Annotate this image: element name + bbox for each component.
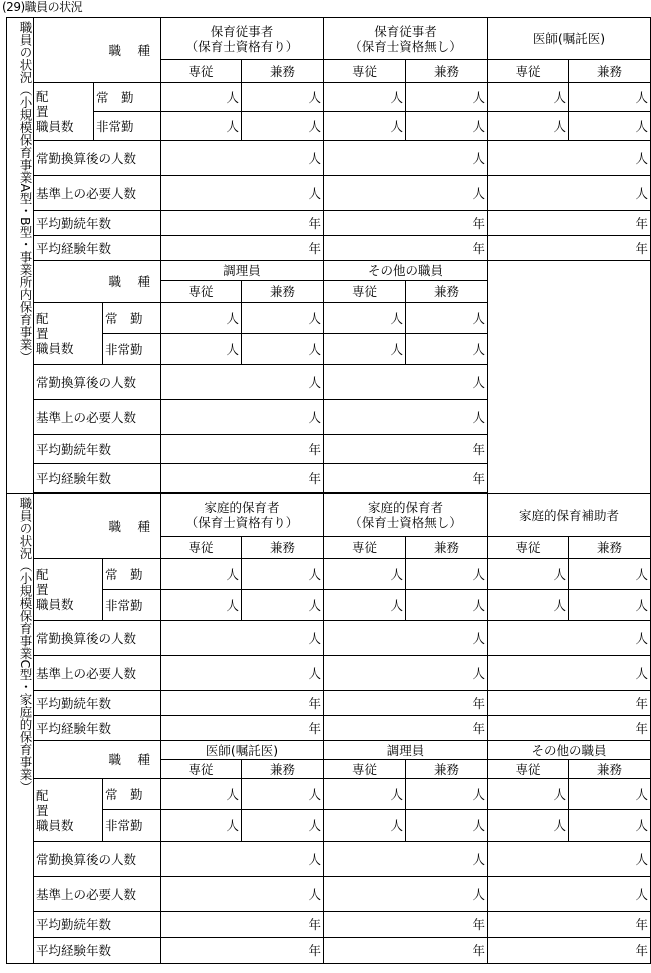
count-cell[interactable]: 人 (161, 621, 324, 656)
kenmu-header: 兼務 (406, 537, 488, 559)
count-cell[interactable]: 人 (242, 779, 324, 810)
count-cell[interactable]: 人 (161, 141, 324, 176)
senju-header: 専従 (161, 760, 242, 779)
count-cell[interactable]: 人 (161, 779, 242, 810)
count-cell[interactable]: 人 (161, 590, 242, 621)
kenmu-header: 兼務 (242, 281, 324, 303)
senju-header: 専従 (488, 537, 569, 559)
jokin-label: 常 勤 (103, 303, 161, 334)
years-cell[interactable]: 年 (161, 691, 324, 716)
years-cell[interactable]: 年 (324, 716, 488, 741)
count-cell[interactable]: 人 (488, 621, 651, 656)
count-cell[interactable]: 人 (488, 559, 569, 590)
jokin-label: 常 勤 (103, 559, 161, 590)
shokushu-label: 職 種 (34, 741, 161, 779)
header-cell: 家庭的保育者 （保育士資格有り） (161, 494, 324, 537)
count-cell[interactable]: 人 (161, 656, 324, 691)
count-cell[interactable]: 人 (324, 590, 406, 621)
kenmu-header: 兼務 (406, 60, 488, 83)
hijokin-label: 非常勤 (103, 810, 161, 842)
hijokin-label: 非常勤 (94, 112, 161, 141)
years-cell[interactable]: 年 (324, 236, 488, 261)
senju-header: 専従 (488, 760, 569, 779)
kanzan-label: 常勤換算後の人数 (34, 842, 161, 877)
count-cell[interactable]: 人 (569, 83, 651, 112)
count-cell[interactable]: 人 (324, 559, 406, 590)
count-cell[interactable]: 人 (324, 810, 406, 842)
header-cell: 医師(嘱託医) (161, 741, 324, 760)
header-cell: 調理員 (324, 741, 488, 760)
count-cell[interactable]: 人 (324, 842, 488, 877)
count-cell[interactable]: 人 (569, 810, 651, 842)
count-cell[interactable]: 人 (161, 176, 324, 211)
count-cell[interactable]: 人 (242, 590, 324, 621)
count-cell[interactable]: 人 (488, 810, 569, 842)
count-cell[interactable]: 人 (324, 83, 406, 112)
hijokin-label: 非常勤 (103, 590, 161, 621)
jokin-label: 常 勤 (103, 779, 161, 810)
senju-header: 専従 (324, 60, 406, 83)
kinzoku-label: 平均勤続年数 (34, 435, 161, 464)
count-cell[interactable]: 人 (406, 590, 488, 621)
years-cell[interactable]: 年 (488, 716, 651, 741)
years-cell[interactable]: 年 (488, 912, 651, 938)
kenmu-header: 兼務 (406, 281, 488, 303)
count-cell[interactable]: 人 (161, 877, 324, 912)
kinzoku-label: 平均勤続年数 (34, 211, 161, 236)
count-cell[interactable]: 人 (242, 334, 324, 365)
senju-header: 専従 (324, 281, 406, 303)
count-cell[interactable]: 人 (488, 590, 569, 621)
shokushu-label: 職 種 (34, 261, 161, 303)
kinzoku-label: 平均勤続年数 (34, 691, 161, 716)
years-cell[interactable]: 年 (488, 691, 651, 716)
keiken-label: 平均経験年数 (34, 464, 161, 493)
keiken-label: 平均経験年数 (34, 938, 161, 964)
header-cell: 調理員 (161, 261, 324, 281)
count-cell[interactable]: 人 (161, 559, 242, 590)
count-cell[interactable]: 人 (324, 141, 488, 176)
kenmu-header: 兼務 (242, 537, 324, 559)
years-cell[interactable]: 年 (161, 435, 324, 464)
count-cell[interactable]: 人 (324, 621, 488, 656)
count-cell[interactable]: 人 (488, 176, 651, 211)
count-cell[interactable]: 人 (488, 877, 651, 912)
years-cell[interactable]: 年 (488, 211, 651, 236)
count-cell[interactable]: 人 (488, 83, 569, 112)
count-cell[interactable]: 人 (161, 365, 324, 400)
header-cell: 医師(嘱託医) (488, 18, 651, 60)
kenmu-header: 兼務 (569, 537, 651, 559)
count-cell[interactable]: 人 (406, 112, 488, 141)
haichi-label: 配 置 職員数 (34, 779, 103, 842)
years-cell[interactable]: 年 (161, 938, 324, 964)
haichi-label: 配 置 職員数 (34, 303, 103, 365)
hitsuyo-label: 基準上の必要人数 (34, 176, 161, 211)
count-cell[interactable]: 人 (324, 656, 488, 691)
years-cell[interactable]: 年 (324, 435, 488, 464)
header-cell: 家庭的保育補助者 (488, 494, 651, 537)
staff-status-table (6, 17, 651, 964)
kanzan-label: 常勤換算後の人数 (34, 141, 161, 176)
count-cell[interactable]: 人 (161, 303, 242, 334)
kinzoku-label: 平均勤続年数 (34, 912, 161, 938)
years-cell[interactable]: 年 (161, 211, 324, 236)
count-cell[interactable]: 人 (324, 365, 488, 400)
section-c-side-label: 職員の状況（小規模保育事業C型・家庭的保育事業） (7, 494, 34, 964)
count-cell[interactable]: 人 (488, 842, 651, 877)
header-cell: 保育従事者 （保育士資格有り） (161, 18, 324, 60)
count-cell[interactable]: 人 (242, 559, 324, 590)
count-cell[interactable]: 人 (324, 334, 406, 365)
senju-header: 専従 (161, 60, 242, 83)
senju-header: 専従 (324, 537, 406, 559)
jokin-label: 常 勤 (94, 83, 161, 112)
years-cell[interactable]: 年 (324, 211, 488, 236)
header-cell: その他の職員 (324, 261, 488, 281)
hijokin-label: 非常勤 (103, 334, 161, 365)
count-cell[interactable]: 人 (406, 303, 488, 334)
senju-header: 専従 (161, 537, 242, 559)
haichi-label: 配 置 職員数 (34, 83, 94, 141)
years-cell[interactable]: 年 (488, 938, 651, 964)
count-cell[interactable]: 人 (324, 303, 406, 334)
hitsuyo-label: 基準上の必要人数 (34, 877, 161, 912)
kenmu-header: 兼務 (406, 760, 488, 779)
count-cell[interactable]: 人 (242, 83, 324, 112)
count-cell[interactable]: 人 (406, 334, 488, 365)
years-cell[interactable]: 年 (161, 716, 324, 741)
count-cell[interactable]: 人 (161, 810, 242, 842)
count-cell[interactable]: 人 (569, 779, 651, 810)
years-cell[interactable]: 年 (488, 236, 651, 261)
kenmu-header: 兼務 (569, 760, 651, 779)
kanzan-label: 常勤換算後の人数 (34, 365, 161, 400)
header-cell: その他の職員 (488, 741, 651, 760)
count-cell[interactable]: 人 (569, 590, 651, 621)
years-cell[interactable]: 年 (161, 912, 324, 938)
header-cell: 保育従事者 （保育士資格無し） (324, 18, 488, 60)
years-cell[interactable]: 年 (324, 691, 488, 716)
keiken-label: 平均経験年数 (34, 236, 161, 261)
years-cell[interactable]: 年 (324, 938, 488, 964)
count-cell[interactable]: 人 (406, 559, 488, 590)
page-title: (29)職員の状況 (2, 0, 83, 14)
count-cell[interactable]: 人 (406, 810, 488, 842)
kenmu-header: 兼務 (242, 760, 324, 779)
section-a-side-label: 職員の状況（小規模保育事業A型・B型・事業所内保育事業） (7, 18, 34, 494)
count-cell[interactable]: 人 (324, 176, 488, 211)
count-cell[interactable]: 人 (488, 779, 569, 810)
senju-header: 専従 (161, 281, 242, 303)
count-cell[interactable]: 人 (569, 112, 651, 141)
shokushu-label: 職 種 (34, 494, 161, 559)
count-cell[interactable]: 人 (161, 112, 242, 141)
kenmu-header: 兼務 (569, 60, 651, 83)
keiken-label: 平均経験年数 (34, 716, 161, 741)
count-cell[interactable]: 人 (324, 112, 406, 141)
senju-header: 専従 (488, 60, 569, 83)
count-cell[interactable]: 人 (161, 334, 242, 365)
years-cell[interactable]: 年 (161, 236, 324, 261)
haichi-label: 配 置 職員数 (34, 559, 103, 621)
count-cell[interactable]: 人 (161, 842, 324, 877)
count-cell[interactable]: 人 (161, 83, 242, 112)
count-cell[interactable]: 人 (324, 779, 406, 810)
years-cell[interactable]: 年 (161, 464, 324, 493)
count-cell[interactable]: 人 (324, 400, 488, 435)
shokushu-label: 職 種 (34, 18, 161, 83)
count-cell[interactable]: 人 (569, 559, 651, 590)
years-cell[interactable]: 年 (324, 464, 488, 493)
count-cell[interactable]: 人 (161, 400, 324, 435)
senju-header: 専従 (324, 760, 406, 779)
kenmu-header: 兼務 (242, 60, 324, 83)
kanzan-label: 常勤換算後の人数 (34, 621, 161, 656)
count-cell[interactable]: 人 (488, 656, 651, 691)
count-cell[interactable]: 人 (324, 877, 488, 912)
hitsuyo-label: 基準上の必要人数 (34, 400, 161, 435)
count-cell[interactable]: 人 (242, 112, 324, 141)
hitsuyo-label: 基準上の必要人数 (34, 656, 161, 691)
years-cell[interactable]: 年 (324, 912, 488, 938)
count-cell[interactable]: 人 (488, 141, 651, 176)
empty-area (488, 261, 651, 494)
count-cell[interactable]: 人 (406, 779, 488, 810)
count-cell[interactable]: 人 (242, 303, 324, 334)
header-cell: 家庭的保育者 （保育士資格無し） (324, 494, 488, 537)
count-cell[interactable]: 人 (242, 810, 324, 842)
count-cell[interactable]: 人 (488, 112, 569, 141)
count-cell[interactable]: 人 (406, 83, 488, 112)
